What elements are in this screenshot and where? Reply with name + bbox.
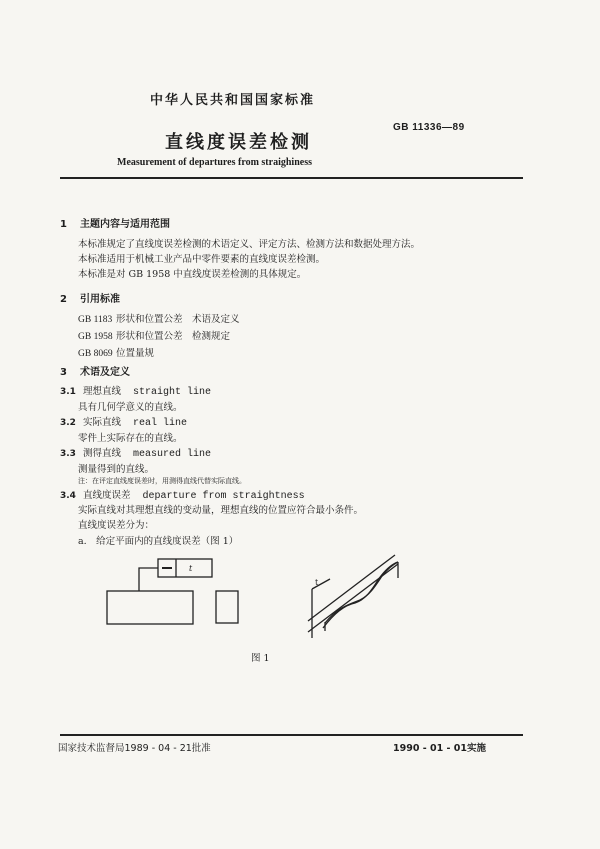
term-en: real line	[133, 418, 188, 429]
term-cn: 理想直线	[83, 386, 122, 397]
term-en: departure from straightness	[142, 491, 305, 502]
term-3-4	[60, 487, 305, 502]
term-number: 3.1	[60, 387, 76, 397]
term-number: 3.3	[60, 449, 76, 459]
part-side-view	[216, 591, 238, 623]
term-cn: 直线度误差	[83, 490, 131, 501]
paragraph: 本标准规定了直线度误差检测的术语定义、评定方法、检测方法和数据处理方法。	[78, 239, 421, 250]
figure-caption: 图 1	[251, 653, 270, 664]
reference-code: GB 1958	[78, 332, 113, 342]
term-definition: 具有几何学意义的直线。	[78, 402, 183, 413]
term-definition: 实际直线对其理想直线的变动量，理想直线的位置应符合最小条件。	[78, 505, 364, 516]
term-extra: 直线度误差分为：	[78, 520, 155, 531]
reference-title: 位置量规	[116, 348, 155, 359]
national-standard-label: 中华人民共和国国家标准	[150, 93, 316, 108]
reference-title: 形状和位置公差 术语及定义	[116, 314, 240, 325]
list-item-a: a. 给定平面内的直线度误差（图 1）	[78, 536, 239, 547]
section-title: 引用标准	[80, 294, 120, 305]
reference-item	[78, 345, 154, 359]
section-title: 主题内容与适用范围	[80, 219, 170, 230]
section-number: 2	[60, 294, 67, 305]
section-number: 3	[60, 367, 67, 378]
term-cn: 测得直线	[83, 448, 122, 459]
standard-code: GB 11336—89	[393, 122, 465, 133]
term-en: measured line	[133, 449, 212, 460]
reference-item	[78, 311, 240, 325]
tolerance-zone-diagram	[308, 555, 398, 638]
term-en: straight line	[133, 387, 212, 398]
leader-line	[139, 568, 158, 591]
term-number: 3.2	[60, 418, 76, 428]
part-front-view	[107, 591, 193, 624]
feature-control-frame	[158, 559, 212, 577]
tolerance-value: t	[189, 564, 193, 573]
term-cn: 实际直线	[83, 417, 122, 428]
section-title: 术语及定义	[80, 367, 130, 378]
reference-code: GB 8069	[78, 349, 113, 359]
term-note: 注：在评定直线度误差时，用测得直线代替实际直线。	[78, 477, 246, 485]
paragraph: 本标准适用于机械工业产品中零件要素的直线度误差检测。	[78, 254, 326, 265]
approval-date: 国家技术监督局1989 - 04 - 21批准	[58, 743, 211, 754]
paragraph: 本标准是对 GB 1958 中直线度误差检测的具体规定。	[78, 269, 307, 280]
section-1-heading	[60, 215, 170, 230]
header-rule	[60, 177, 523, 179]
term-3-3	[60, 445, 211, 460]
figure-1-drawing	[0, 540, 600, 650]
section-2-heading	[60, 290, 120, 305]
dimension-label: t	[315, 578, 319, 587]
term-number: 3.4	[60, 491, 76, 501]
term-3-2	[60, 414, 187, 429]
section-number: 1	[60, 219, 67, 230]
term-3-1	[60, 383, 211, 398]
reference-title: 形状和位置公差 检测规定	[116, 331, 231, 342]
section-3-heading	[60, 363, 130, 378]
term-definition: 测量得到的直线。	[78, 464, 155, 475]
reference-item	[78, 328, 230, 342]
reference-code: GB 1183	[78, 315, 113, 325]
effective-date: 1990 - 01 - 01实施	[393, 743, 486, 754]
page-title: 直线度误差检测	[165, 132, 312, 153]
footer-rule	[60, 734, 523, 736]
term-definition: 零件上实际存在的直线。	[78, 433, 183, 444]
english-title: Measurement of departures from straighiness	[117, 157, 312, 168]
